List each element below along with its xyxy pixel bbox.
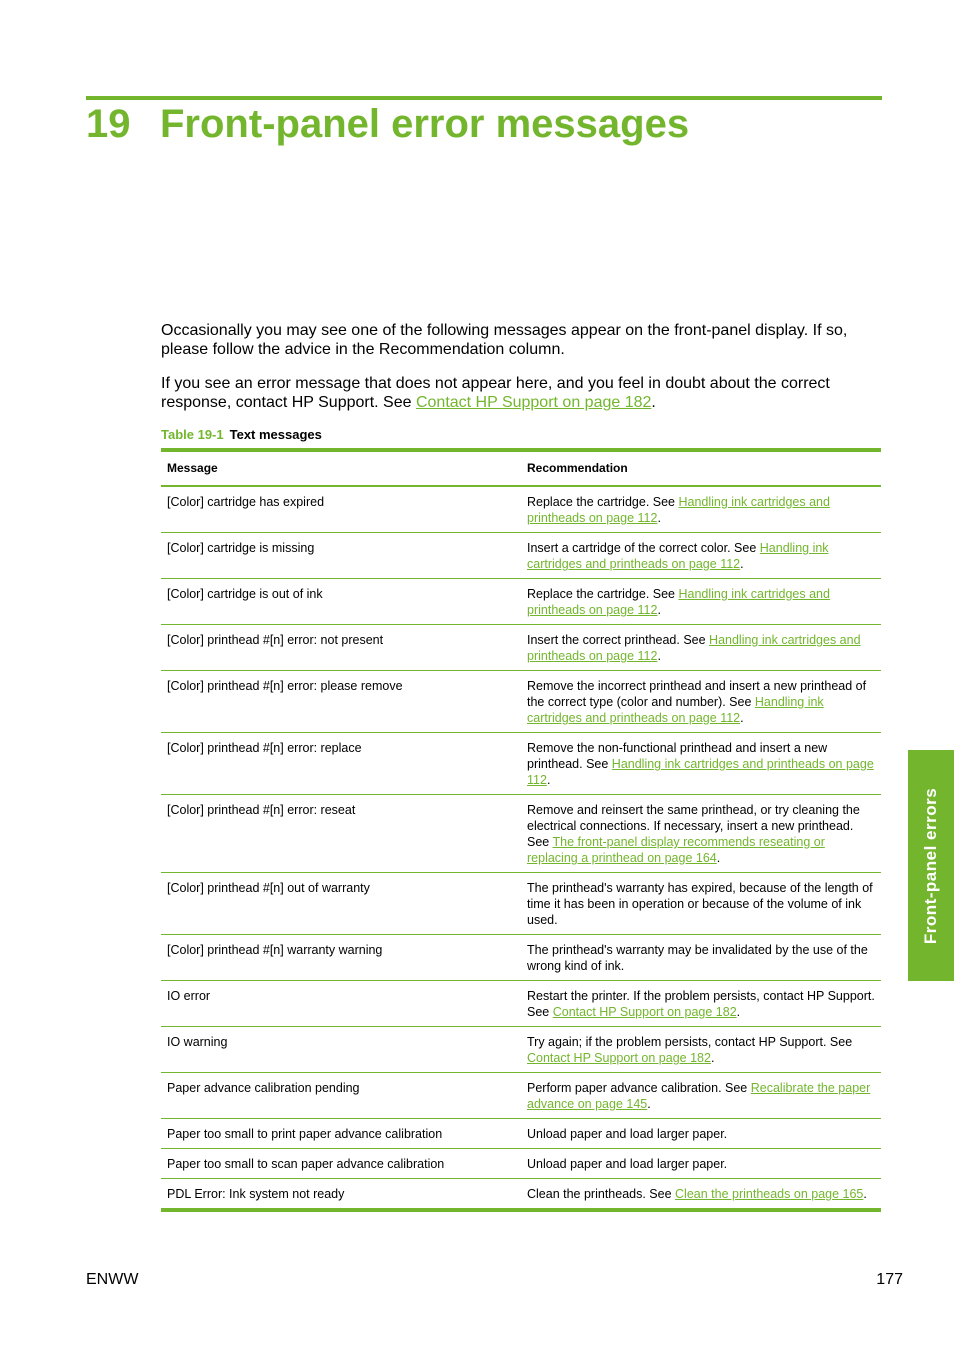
recommendation-end: . xyxy=(863,1187,867,1201)
table-caption-title: Text messages xyxy=(229,427,322,442)
recommendation-link[interactable]: Handling ink cartridges and printheads on page 112 xyxy=(527,695,824,725)
message-cell: [Color] cartridge is out of ink xyxy=(167,587,323,601)
message-cell: Paper too small to scan paper advance calibration xyxy=(167,1157,445,1171)
message-cell: IO warning xyxy=(167,1035,228,1049)
table-row xyxy=(161,935,881,981)
table-caption-number: Table 19-1 xyxy=(161,427,224,442)
side-tab-label: Front-panel errors xyxy=(921,787,940,944)
table-row xyxy=(161,873,881,935)
recommendation-end: . xyxy=(546,773,551,787)
table-row xyxy=(161,1073,881,1119)
table-caption xyxy=(161,427,322,442)
recommendation-cell xyxy=(521,873,881,935)
table-row xyxy=(161,1179,881,1211)
message-cell: [Color] printhead #[n] out of warranty xyxy=(167,881,370,895)
page-number: 177 xyxy=(876,1271,903,1288)
table-row xyxy=(161,625,881,671)
recommendation-cell xyxy=(521,795,881,873)
recommendation-cell xyxy=(521,625,881,671)
message-cell: [Color] printhead #[n] error: reseat xyxy=(167,803,356,817)
recommendation-end: . xyxy=(647,1097,651,1111)
recommendation-cell xyxy=(521,671,881,733)
chapter-title-text: Front-panel error messages xyxy=(160,102,690,146)
recommendation-link[interactable]: Clean the printheads on page 165 xyxy=(675,1187,864,1201)
recommendation-text: Remove the non-functional printhead and insert a new printhead. See xyxy=(527,741,828,771)
text-messages-table xyxy=(161,448,881,1212)
recommendation-cell xyxy=(521,579,881,625)
recommendation-cell xyxy=(521,1119,881,1149)
text-messages-table-wrap xyxy=(161,448,881,1212)
message-cell: [Color] printhead #[n] error: please remove xyxy=(167,679,403,693)
recommendation-end: . xyxy=(740,711,744,725)
table-row xyxy=(161,533,881,579)
recommendation-text: Insert the correct printhead. See xyxy=(527,633,710,647)
recommendation-text: Clean the printheads. See xyxy=(527,1187,676,1201)
message-cell: Paper too small to print paper advance calibration xyxy=(167,1127,443,1141)
recommendation-link[interactable]: Handling ink cartridges and printheads on page 112 xyxy=(527,587,830,617)
message-cell: Paper advance calibration pending xyxy=(167,1081,360,1095)
recommendation-text: Remove and reinsert the same printhead, or try cleaning the electrical connections. If necessary, insert a new printhead. See xyxy=(527,803,860,849)
table-header-row xyxy=(161,450,881,486)
recommendation-text: Restart the printer. If the problem persists, contact HP Support. See xyxy=(527,989,875,1019)
table-row xyxy=(161,1149,881,1179)
chapter-number: 19 xyxy=(86,102,131,146)
recommendation-text: Unload paper and load larger paper. xyxy=(527,1127,728,1141)
recommendation-end: . xyxy=(710,1051,715,1065)
recommendation-link[interactable]: Handling ink cartridges and printheads on page 112 xyxy=(527,757,874,787)
recommendation-cell xyxy=(521,1027,881,1073)
intro-paragraph-2 xyxy=(161,374,881,412)
recommendation-end: . xyxy=(657,649,661,663)
recommendation-end: . xyxy=(657,511,661,525)
table-row xyxy=(161,1027,881,1073)
recommendation-cell xyxy=(521,733,881,795)
message-cell: IO error xyxy=(167,989,211,1003)
table-row xyxy=(161,981,881,1027)
recommendation-text: Perform paper advance calibration. See xyxy=(527,1081,751,1095)
table-row xyxy=(161,795,881,873)
recommendation-cell xyxy=(521,486,881,533)
recommendation-link[interactable]: Contact HP Support on page 182 xyxy=(527,1051,711,1065)
recommendation-link[interactable]: Contact HP Support on page 182 xyxy=(552,1005,737,1019)
column-header-message: Message xyxy=(167,461,218,475)
recommendation-text: Remove the incorrect printhead and insert a new printhead of the correct type (color and number). See xyxy=(527,679,867,709)
recommendation-cell xyxy=(521,981,881,1027)
recommendation-text: The printhead's warranty may be invalidated by the use of the wrong kind of ink. xyxy=(527,943,868,973)
recommendation-text: Unload paper and load larger paper. xyxy=(527,1157,728,1171)
recommendation-cell xyxy=(521,1073,881,1119)
recommendation-cell xyxy=(521,935,881,981)
recommendation-link[interactable]: Handling ink cartridges and printheads on page 112 xyxy=(527,541,829,571)
intro-paragraph-2-end: . xyxy=(651,394,656,411)
message-cell: PDL Error: Ink system not ready xyxy=(167,1187,345,1201)
recommendation-cell xyxy=(521,1149,881,1179)
side-tab xyxy=(908,750,954,981)
recommendation-text: The printhead's warranty has expired, because of the length of time it has been in operation or because of the volume of ink used. xyxy=(527,881,873,927)
column-header-recommendation: Recommendation xyxy=(527,461,628,475)
recommendation-text: Try again; if the problem persists, contact HP Support. See xyxy=(527,1035,853,1049)
table-row xyxy=(161,733,881,795)
contact-hp-support-link[interactable]: Contact HP Support on page 182 xyxy=(415,394,652,411)
recommendation-end: . xyxy=(740,557,744,571)
message-cell: [Color] printhead #[n] warranty warning xyxy=(167,943,383,957)
table-row xyxy=(161,671,881,733)
message-cell: [Color] cartridge has expired xyxy=(167,495,325,509)
recommendation-cell xyxy=(521,533,881,579)
recommendation-link[interactable]: Recalibrate the paper advance on page 145 xyxy=(527,1081,871,1111)
recommendation-link[interactable]: The front-panel display recommends reseating or replacing a printhead on page 164 xyxy=(527,835,825,865)
table-row xyxy=(161,1119,881,1149)
recommendation-end: . xyxy=(736,1005,741,1019)
recommendation-link[interactable]: Handling ink cartridges and printheads on page 112 xyxy=(527,495,830,525)
message-cell: [Color] printhead #[n] error: replace xyxy=(167,741,362,755)
recommendation-link[interactable]: Handling ink cartridges and printheads on page 112 xyxy=(527,633,861,663)
message-cell: [Color] printhead #[n] error: not present xyxy=(167,633,384,647)
recommendation-end: . xyxy=(657,603,661,617)
recommendation-text: Insert a cartridge of the correct color. See xyxy=(527,541,760,555)
intro-paragraph-2-text: If you see an error message that does not appear here, and you feel in doubt about the correct response, contact HP Support. See xyxy=(161,375,830,411)
intro-paragraph-1: Occasionally you may see one of the following messages appear on the front-panel display. If so, please follow the advice in the Recommendation column. xyxy=(161,322,848,358)
recommendation-end: . xyxy=(716,851,721,865)
table-row xyxy=(161,486,881,533)
page-title xyxy=(86,100,689,148)
recommendation-cell xyxy=(521,1179,881,1211)
recommendation-text: Replace the cartridge. See xyxy=(527,495,679,509)
recommendation-text: Replace the cartridge. See xyxy=(527,587,679,601)
message-cell: [Color] cartridge is missing xyxy=(167,541,315,555)
footer-left: ENWW xyxy=(86,1271,139,1288)
table-body xyxy=(161,486,881,1210)
table-row xyxy=(161,579,881,625)
